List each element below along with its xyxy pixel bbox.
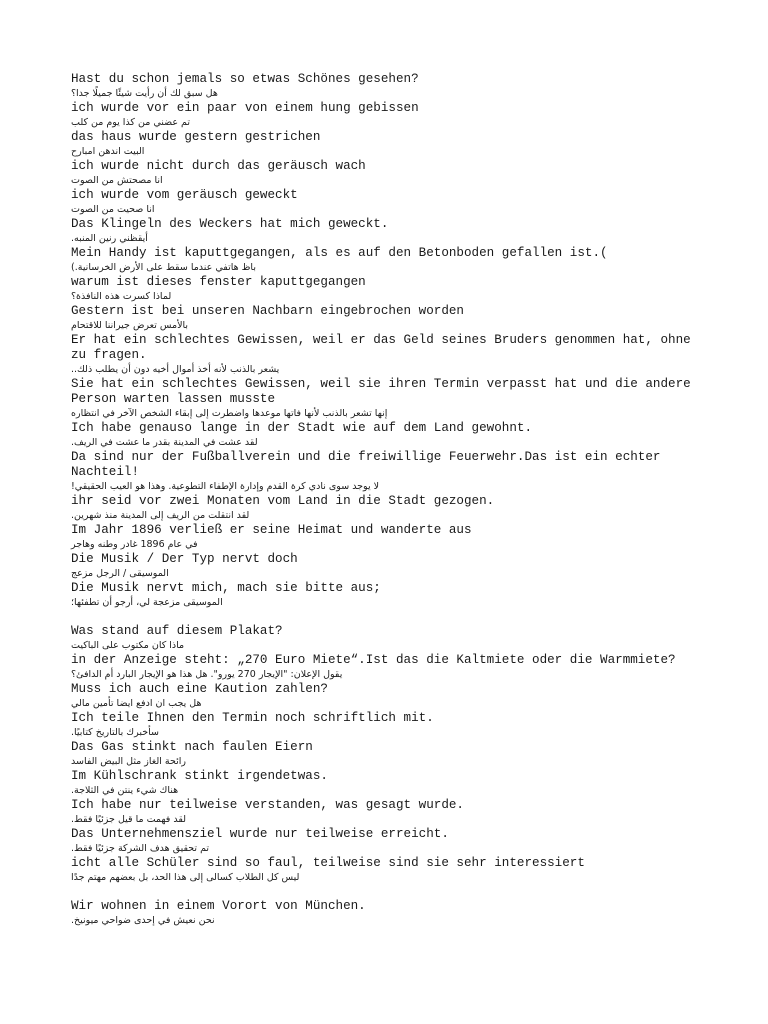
arabic-translation: في عام 1896 غادر وطنه وهاجر [71,539,198,550]
sentence-pair [0,682,691,711]
arabic-translation: بالأمس تعرض جيراننا للاقتحام [71,320,189,331]
sentence-pair [0,653,691,682]
arabic-translation: الموسيقى / الرجل مزعج [71,568,169,579]
german-sentence: icht alle Schüler sind so faul, teilweise sind sie sehr interessiert [71,856,585,870]
arabic-translation: إنها تشعر بالذنب لأنها فاتها موعدها واضطرت إلى إبقاء الشخص الآخر في انتظاره [71,408,388,419]
german-sentence: Muss ich auch eine Kaution zahlen? [71,682,328,696]
arabic-translation: سأخبرك بالتاريخ كتابيًا. [71,727,159,738]
german-sentence: Hast du schon jemals so etwas Schönes gesehen? [71,72,419,86]
arabic-translation: لماذا كسرت هذه النافذة؟ [71,291,172,302]
blank-line [0,885,768,899]
sentence-pair [0,217,691,246]
sentence-pair [0,377,699,421]
arabic-translation: البيت اندهن امبارح [71,146,145,157]
sentence-pair [0,769,691,798]
german-sentence: Im Jahr 1896 verließ er seine Heimat und wanderte aus [71,523,472,537]
arabic-translation: يشعر بالذنب لأنه أخذ أموال أخيه دون أن يطلب ذلك.. [71,364,280,375]
sentence-pair [0,188,691,217]
sentence-pair [0,494,691,523]
arabic-translation: هناك شيء ينتن في الثلاجة. [71,785,179,796]
sentence-pair [0,159,691,188]
arabic-translation: ماذا كان مكتوب على الباكيت [71,640,185,651]
sentence-pair [0,827,691,856]
german-sentence: Sie hat ein schlechtes Gewissen, weil sie ihren Termin verpasst hat und die andere Person warten lassen musste [71,377,699,406]
german-sentence: Er hat ein schlechtes Gewissen, weil er das Geld seines Bruders genommen hat, ohne zu fragen. [71,333,699,362]
sentence-pair [0,421,691,450]
sentence-pair [0,304,691,333]
sentence-pair [0,581,691,610]
sentence-pair [0,246,691,275]
sentence-pair [0,552,691,581]
arabic-translation: لقد فهمت ما قيل جزئيًا فقط. [71,814,187,825]
arabic-translation: باظ هاتفي عندما سقط على الأرض الخرسانية.) [71,262,256,273]
german-sentence: ihr seid vor zwei Monaten vom Land in die Stadt gezogen. [71,494,495,508]
german-sentence: Da sind nur der Fußballverein und die freiwillige Feuerwehr.Das ist ein echter Nachteil! [71,450,669,479]
sentence-pair [0,899,691,928]
arabic-translation: هل سبق لك أن رأيت شيئًا جميلًا جدا؟ [71,88,218,99]
german-sentence: Ich teile Ihnen den Termin noch schriftlich mit. [71,711,434,725]
german-sentence: Gestern ist bei unseren Nachbarn eingebrochen worden [71,304,464,318]
sentence-pair [0,275,691,304]
sentence-list [0,72,768,928]
german-sentence: Wir wohnen in einem Vorort von München. [71,899,366,913]
sentence-pair [0,101,691,130]
arabic-translation: رائحة الغاز مثل البيض الفاسد [71,756,187,767]
german-sentence: das haus wurde gestern gestrichen [71,130,321,144]
german-sentence: ich wurde vom geräusch geweckt [71,188,298,202]
sentence-pair [0,333,699,377]
arabic-translation: لقد عشت في المدينة بقدر ما عشت في الريف. [71,437,258,448]
sentence-pair [0,798,691,827]
arabic-translation: لا يوجد سوى نادي كرة القدم وإدارة الإطفاء التطوعية. وهذا هو العيب الحقيقي! [71,481,380,492]
arabic-translation: يقول الإعلان: "الإيجار 270 يورو". هل هذا هو الإيجار البارد أم الدافئ؟ [71,669,343,680]
sentence-pair [0,130,691,159]
arabic-translation: لقد انتقلت من الريف إلى المدينة منذ شهرين. [71,510,250,521]
german-sentence: Das Unternehmensziel wurde nur teilweise erreicht. [71,827,449,841]
german-sentence: warum ist dieses fenster kaputtgegangen [71,275,366,289]
arabic-translation: أيقظني رنين المنبه. [71,233,148,244]
arabic-translation: انا صحيت من الصوت [71,204,155,215]
german-sentence: Die Musik nervt mich, mach sie bitte aus; [71,581,381,595]
sentence-pair [0,450,691,494]
arabic-translation: نحن نعيش في إحدى ضواحي ميونيخ. [71,915,215,926]
german-sentence: ich wurde nicht durch das geräusch wach [71,159,366,173]
arabic-translation: ليس كل الطلاب كسالى إلى هذا الحد، بل بعضهم مهتم جدًا [71,872,300,883]
german-sentence: Das Gas stinkt nach faulen Eiern [71,740,313,754]
sentence-pair [0,523,691,552]
sentence-pair [0,856,691,885]
sentence-pair [0,624,691,653]
blank-line [0,610,768,624]
german-sentence: ich wurde vor ein paar von einem hung gebissen [71,101,419,115]
arabic-translation: هل يجب ان ادفع ايضا تأمين مالي [71,698,202,709]
arabic-translation: انا مصحتش من الصوت [71,175,163,186]
arabic-translation: تم عضني من كذا يوم من كلب [71,117,190,128]
german-sentence: in der Anzeige steht: „270 Euro Miete“.Ist das die Kaltmiete oder die Warmmiete? [71,653,676,667]
german-sentence: Die Musik / Der Typ nervt doch [71,552,298,566]
sentence-pair [0,72,691,101]
german-sentence: Das Klingeln des Weckers hat mich geweckt. [71,217,389,231]
arabic-translation: تم تحقيق هدف الشركة جزئيًا فقط. [71,843,210,854]
german-sentence: Ich habe genauso lange in der Stadt wie auf dem Land gewohnt. [71,421,533,435]
german-sentence: Ich habe nur teilweise verstanden, was gesagt wurde. [71,798,464,812]
german-sentence: Im Kühlschrank stinkt irgendetwas. [71,769,328,783]
german-sentence: Mein Handy ist kaputtgegangen, als es auf den Betonboden gefallen ist.( [71,246,608,260]
sentence-pair [0,711,691,740]
german-sentence: Was stand auf diesem Plakat? [71,624,283,638]
sentence-pair [0,740,691,769]
arabic-translation: الموسيقى مزعجة لي، أرجو أن تطفئها؛ [71,597,223,608]
